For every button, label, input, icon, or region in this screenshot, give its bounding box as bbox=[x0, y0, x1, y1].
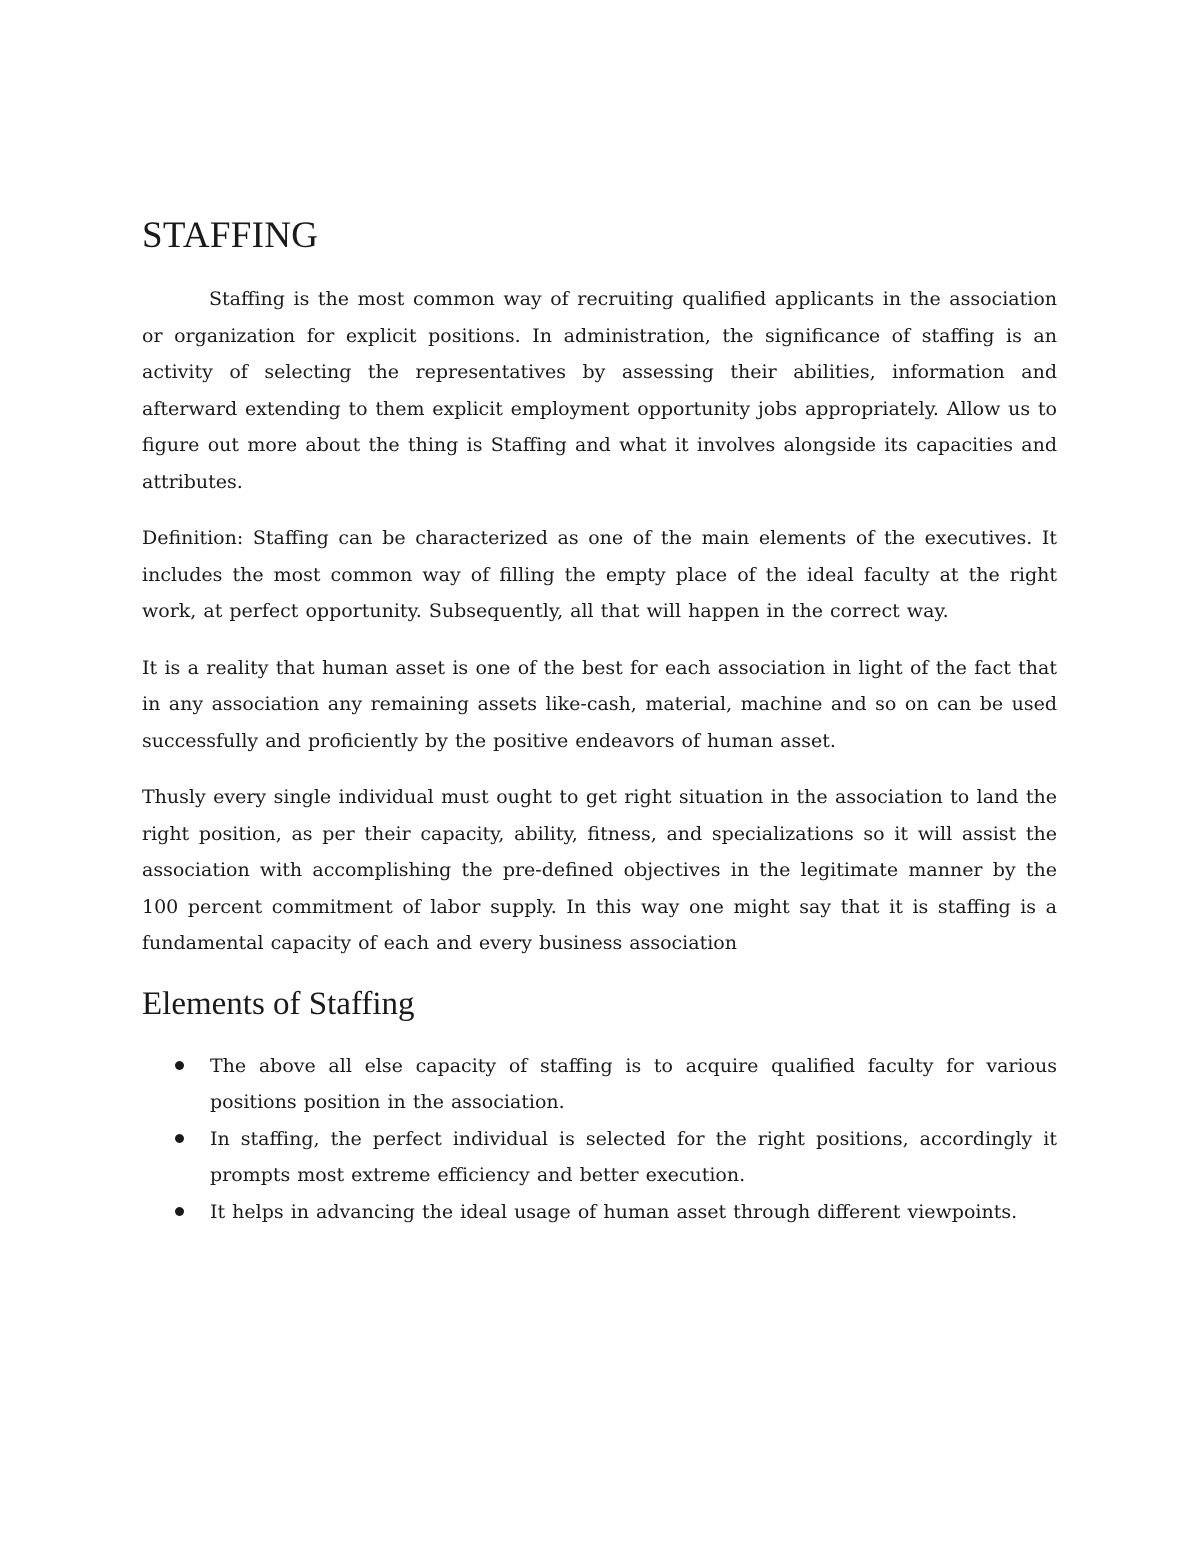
paragraph-intro: Staffing is the most common way of recruiting qualified applicants in the association or organization for explicit positions. In administration, the significance of staffing is an activity of selecting the representatives by assessing their abilities, information and afterward extending to them explicit employment opportunity jobs appropriately. Allow us to figure out more about the thing is Staffing and what it involves alongside its capacities and attributes. bbox=[142, 288, 1057, 493]
list-item bbox=[142, 1121, 1057, 1194]
list-item-text: In staffing, the perfect individual is selected for the right positions, accordingly it prompts most extreme efficiency and better execution. bbox=[210, 1127, 1057, 1186]
list-item bbox=[142, 1194, 1057, 1231]
list-item-text: It helps in advancing the ideal usage of human asset through different viewpoints. bbox=[210, 1200, 1018, 1223]
bullet-icon bbox=[175, 1207, 184, 1216]
paragraph-human-asset: It is a reality that human asset is one of the best for each association in light of the fact that in any association any remaining assets like-cash, material, machine and so on can be used successfully and proficiently by the positive endeavors of human asset. bbox=[142, 656, 1057, 752]
paragraph-definition: Definition: Staffing can be characterized as one of the main elements of the executives. It includes the most common way of filling the empty place of the ideal faculty at the right work, at perfect opportunity. Subsequently, all that will happen in the correct way. bbox=[142, 527, 1057, 622]
list-item bbox=[142, 1048, 1057, 1121]
paragraph-right-position: Thusly every single individual must ought to get right situation in the association to land the right position, as per their capacity, ability, fitness, and specializations so it will assist the association with accomplishing the pre-defined objectives in the legitimate manner by the 100 percent commitment of labor supply. In this way one might say that it is staffing is a fundamental capacity of each and every business association bbox=[142, 786, 1057, 954]
section-heading: Elements of Staffing bbox=[142, 985, 415, 1022]
bullet-icon bbox=[175, 1061, 184, 1070]
bullet-icon bbox=[175, 1134, 184, 1143]
document-page bbox=[142, 212, 1057, 1230]
document-title: STAFFING bbox=[142, 215, 319, 256]
elements-list bbox=[142, 1048, 1057, 1231]
list-item-text: The above all else capacity of staffing is to acquire qualified faculty for various positions position in the association. bbox=[210, 1054, 1057, 1113]
